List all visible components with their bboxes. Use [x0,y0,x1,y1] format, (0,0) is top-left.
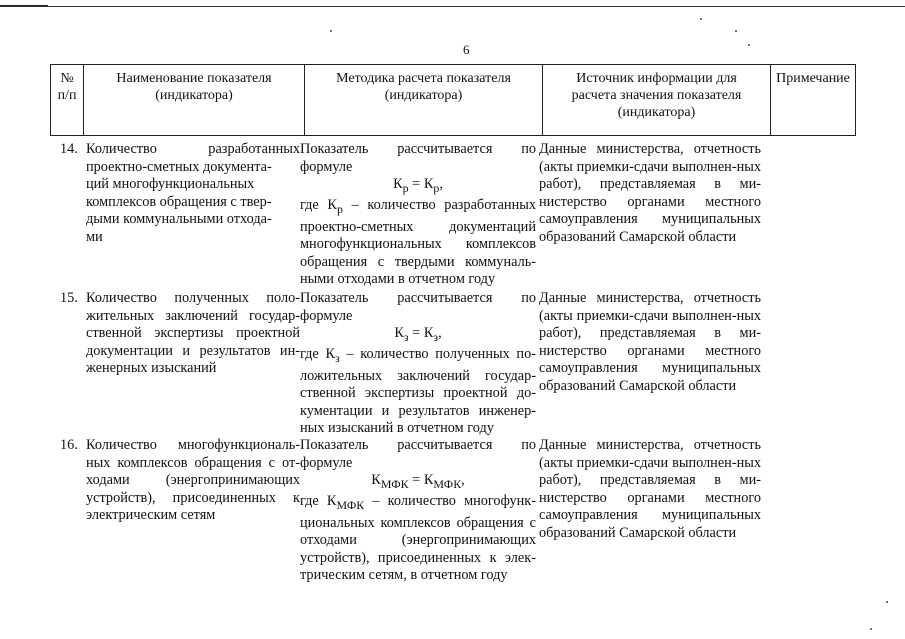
row-number: 15. [60,290,78,306]
indicator-name: Количество разработанных проектно-сметных документа- ций многофункциональных комплексов обращения с твер- дыми коммунальными отхода- ми [86,141,300,245]
indicator-name: Количество полученных поло-жительных заключений государ-ственной экспертизы проектной документации и результатов ин-женерных изысканий [86,290,300,376]
formula: $К_{МФК} = К_{МФК}$, [371,472,465,491]
scan-speck [700,18,702,20]
header-information-source: Источник информации для расчета значения показателя (индикатора) [543,65,771,136]
calculation-method: Показатель рассчитывается по формуле $К_{МФК} = К_{МФК}$, где $К_{МФК}$ – количество многофунк-циональных комплексов обращения с отходами (энергопринимающих устройств), присоединенных к элек-трическим сетям, в отчетном году [300,437,536,584]
header-calculation-method: Методика расчета показателя (индикатора) [305,65,543,136]
top-edge-rule [0,6,905,7]
page-number: 6 [463,42,470,57]
calculation-method: Показатель рассчитывается по формуле $К_р = К_р$, где $К_р$ – количество разработанных проектно-сметных документаций многофункциональных комплексов обращения с твердыми коммуналь-ными отходами в отчетном году [300,141,536,288]
header-indicator-name: Наименование показателя (индикатора) [84,65,305,136]
header-note: Примечание [771,65,856,136]
scan-speck [870,628,872,630]
scan-speck [735,30,737,32]
indicator-name: Количество многофункциональ-ных комплексов обращения с от-ходами (энергопринимающих устройств), присоединенных к электрическим сетям [86,437,300,523]
formula: $К_р = К_р$, [393,176,443,195]
row-number: 14. [60,141,78,157]
table-header [50,64,856,136]
formula: $К_з = К_з$, [394,325,442,344]
information-source: Данные министерства, отчетность (акты приемки-сдачи выполнен-ных работ), представляемая в ми-нистерство органами местного самоуправления муниципальных образований Самарской области [539,437,761,541]
information-source: Данные министерства, отчетность (акты приемки-сдачи выполнен-ных работ), представляемая в ми-нистерство органами местного самоуправления муниципальных образований Самарской области [539,290,761,394]
header-number: № п/п [51,65,84,136]
scan-speck [330,30,332,32]
scan-speck [748,44,750,46]
calculation-method: Показатель рассчитывается по формуле $К_з = К_з$, где $К_з$ – количество полученных по-ложительных заключений государ-ственной экспертизы проектной до-кументации и результатов инженер-ных изысканий в отчетном году [300,290,536,437]
scan-speck [886,601,888,603]
row-number: 16. [60,437,78,453]
information-source: Данные министерства, отчетность (акты приемки-сдачи выполнен-ных работ), представляемая в ми-нистерство органами местного самоуправления муниципальных образований Самарской области [539,141,761,245]
